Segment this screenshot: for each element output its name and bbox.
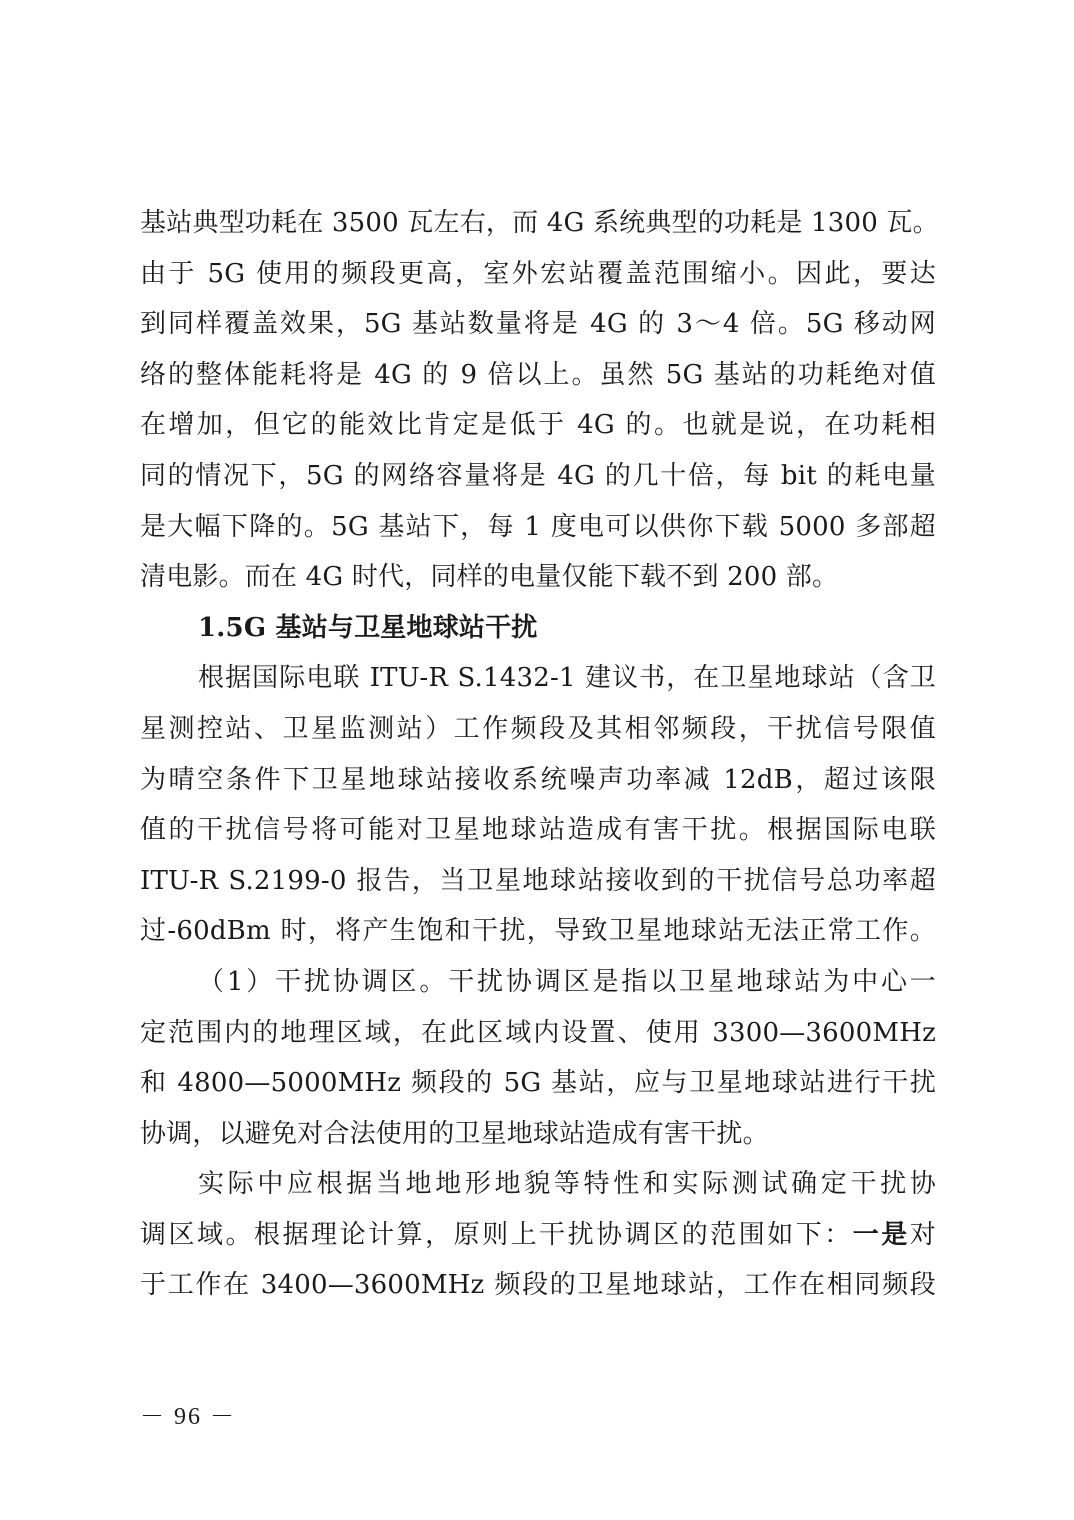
text-line: 是大幅下降的。5G 基站下，每 1 度电可以供你下载 5000 多部超 [140,511,936,542]
text-line: 由于 5G 使用的频段更高，室外宏站覆盖范围缩小。因此，要达 [140,258,936,289]
text-line: 到同样覆盖效果，5G 基站数量将是 4G 的 3～4 倍。5G 移动网 [140,309,936,340]
text-segment: 调区域。根据理论计算，原则上干扰协调区的范围如下： [140,1219,853,1250]
text-line: 为晴空条件下卫星地球站接收系统噪声功率减 12dB，超过该限 [140,764,936,795]
text-line: 根据国际电联 ITU-R S.1432-1 建议书，在卫星地球站（含卫 [198,663,936,694]
text-line: 同的情况下，5G 的网络容量将是 4G 的几十倍，每 bit 的耗电量 [140,460,936,491]
text-line: 于工作在 3400—3600MHz 频段的卫星地球站，工作在相同频段 [140,1270,936,1301]
text-line: 定范围内的地理区域，在此区域内设置、使用 3300—3600MHz [140,1017,936,1048]
text-line: （1）干扰协调区。干扰协调区是指以卫星地球站为中心一 [198,966,936,997]
text-line: 过-60dBm 时，将产生饱和干扰，导致卫星地球站无法正常工作。 [140,916,936,947]
section-heading: 1.5G 基站与卫星地球站干扰 [198,612,538,643]
text-line: 实际中应根据当地地形地貌等特性和实际测试确定干扰协 [198,1169,936,1200]
text-line: 清电影。而在 4G 时代，同样的电量仅能下载不到 200 部。 [140,562,839,593]
text-line: 和 4800—5000MHz 频段的 5G 基站，应与卫星地球站进行干扰 [140,1068,936,1099]
text-line: 络的整体能耗将是 4G 的 9 倍以上。虽然 5G 基站的功耗绝对值 [140,359,936,390]
page-number: － 96 － [140,1404,236,1430]
text-line: 在增加，但它的能效比肯定是低于 4G 的。也就是说，在功耗相 [140,410,936,441]
text-line: 基站典型功耗在 3500 瓦左右，而 4G 系统典型的功耗是 1300 瓦。 [140,208,939,238]
body-text [140,198,939,1311]
emphasis-text: 一是 [852,1219,910,1250]
text-segment: 对 [909,1219,936,1250]
text-line: 协调，以避免对合法使用的卫星地球站造成有害干扰。 [140,1118,769,1149]
text-line: ITU-R S.2199-0 报告，当卫星地球站接收到的干扰信号总功率超 [140,865,936,896]
text-line: 值的干扰信号将可能对卫星地球站造成有害干扰。根据国际电联 [140,815,936,846]
text-line: 星测控站、卫星监测站）工作频段及其相邻频段，干扰信号限值 [140,713,936,744]
text-line-with-emphasis [140,1210,936,1261]
